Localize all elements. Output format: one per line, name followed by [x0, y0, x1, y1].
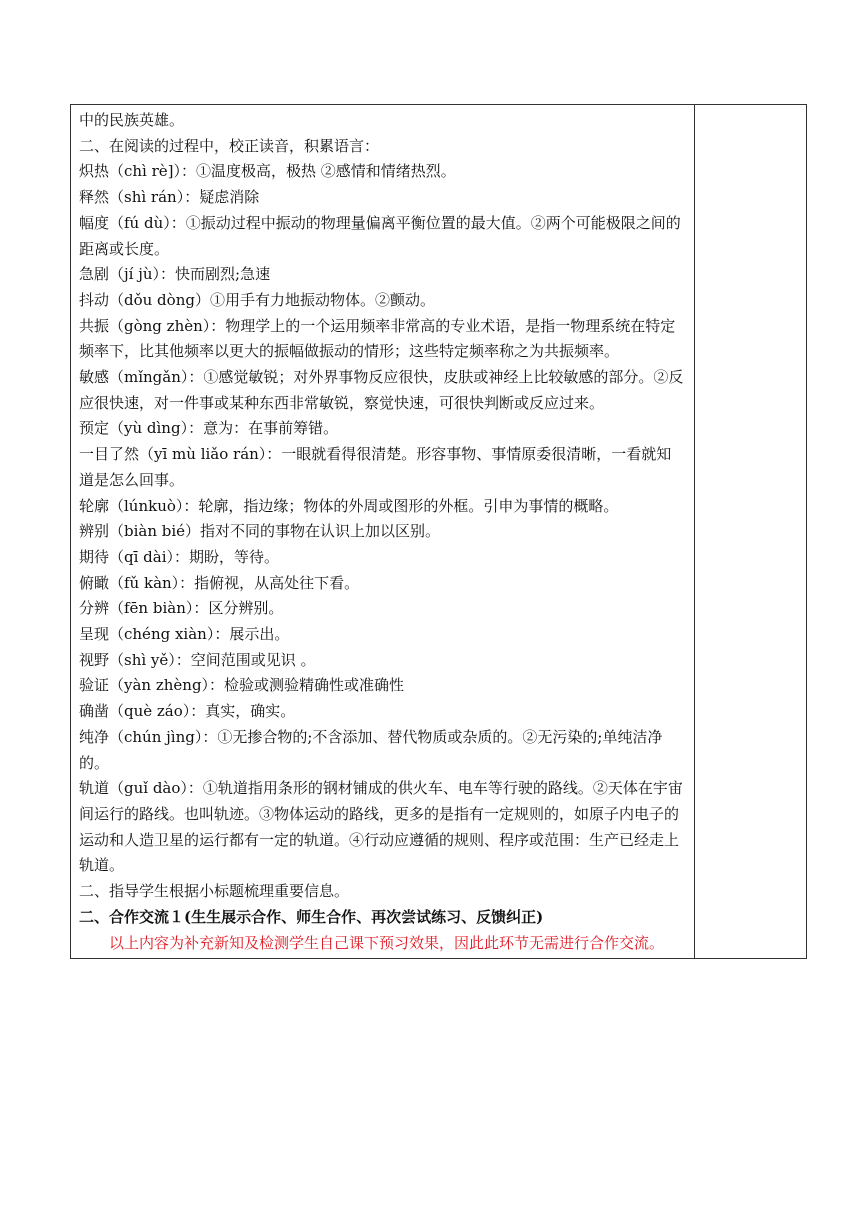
text-line: 一目了然（yī mù liǎo rán）：一眼就看得很清楚。形容事物、事情原委很清晰，一看就知道是怎么回事。 — [79, 445, 672, 489]
content-cell — [71, 105, 695, 959]
continuation-line: 中的民族英雄。 — [79, 111, 185, 129]
text-line: 分辨（fēn biàn）：区分辨别。 — [79, 599, 284, 618]
notes-column-cell — [695, 105, 807, 959]
text-line: 俯瞰（fǔ kàn）：指俯视，从高处往下看。 — [79, 573, 360, 592]
text-line: 敏感（mǐngǎn）：①感觉敏锐；对外界事物反应很快，皮肤或神经上比较敏感的部分。②反应很快速，对一件事或某种东西非常敏锐，察觉快速，可很快判断或反应过来。 — [79, 368, 684, 412]
text-line: 二、指导学生根据小标题梳理重要信息。 — [79, 882, 350, 901]
text-line: 炽热（chì rè]）：①温度极高，极热 ②感情和情绪热烈。 — [79, 162, 456, 181]
text-line: 轮廓（lúnkuò）：轮廓，指边缘；物体的外周或图形的外框。引申为事情的概略。 — [79, 496, 619, 515]
table-row — [71, 105, 807, 959]
text-line: 期待（qī dài）：期盼，等待。 — [79, 547, 280, 566]
text-line: 共振（gòng zhèn）：物理学上的一个运用频率非常高的专业术语，是指一物理系统在特定频率下，比其他频率以更大的振幅做振动的情形；这些特定频率称之为共振频率。 — [79, 316, 676, 361]
section-heading: 二、合作交流１(生生展示合作、师生合作、再次尝试练习、反馈纠正) — [79, 907, 544, 926]
text-line: 呈现（chéng xiàn）：展示出。 — [79, 625, 290, 644]
text-line: 释然（shì rán）：疑虑消除 — [79, 188, 260, 207]
text-line: 急剧（jí jù）：快而剧烈;急速 — [79, 265, 271, 284]
text-line: 验证（yàn zhèng）：检验或测验精确性或准确性 — [79, 676, 405, 695]
text-line: 轨道（guǐ dào）：①轨道指用条形的钢材铺成的供火车、电车等行驶的路线。②天体在宇宙间运行的路线。也叫轨迹。③物体运动的路线，更多的是指有一定规则的，如原子内电子的运动和人造卫星的运行都有一定的轨道。④行动应遵循的规则、程序或范围：生产已经走上轨道。 — [79, 779, 683, 875]
text-line: 预定（yù dìng）：意为：在事前筹错。 — [79, 419, 339, 438]
text-line: 视野（shì yě）：空间范围或见识 。 — [79, 650, 316, 669]
text-line: 抖动（dǒu dòng）①用手有力地振动物体。②颤动。 — [79, 290, 435, 309]
text-line: 确凿（què záo）：真实，确实。 — [79, 702, 296, 721]
lesson-plan-table — [70, 104, 807, 959]
text-line: 辨别（biàn bié）指对不同的事物在认识上加以区别。 — [79, 522, 441, 541]
vocabulary-list — [79, 108, 686, 905]
text-line: 幅度（fú dù）：①振动过程中振动的物理量偏离平衡位置的最大值。②两个可能极限之间的距离或长度。 — [79, 213, 681, 258]
text-line: 二、在阅读的过程中，校正读音，积累语言： — [79, 136, 380, 155]
text-line: 纯净（chún jìng）：①无掺合物的;不含添加、替代物质或杂质的。②无污染的;单纯洁净的。 — [79, 727, 663, 772]
teacher-note: 以上内容为补充新知及检测学生自己课下预习效果，因此此环节无需进行合作交流。 — [109, 933, 665, 952]
